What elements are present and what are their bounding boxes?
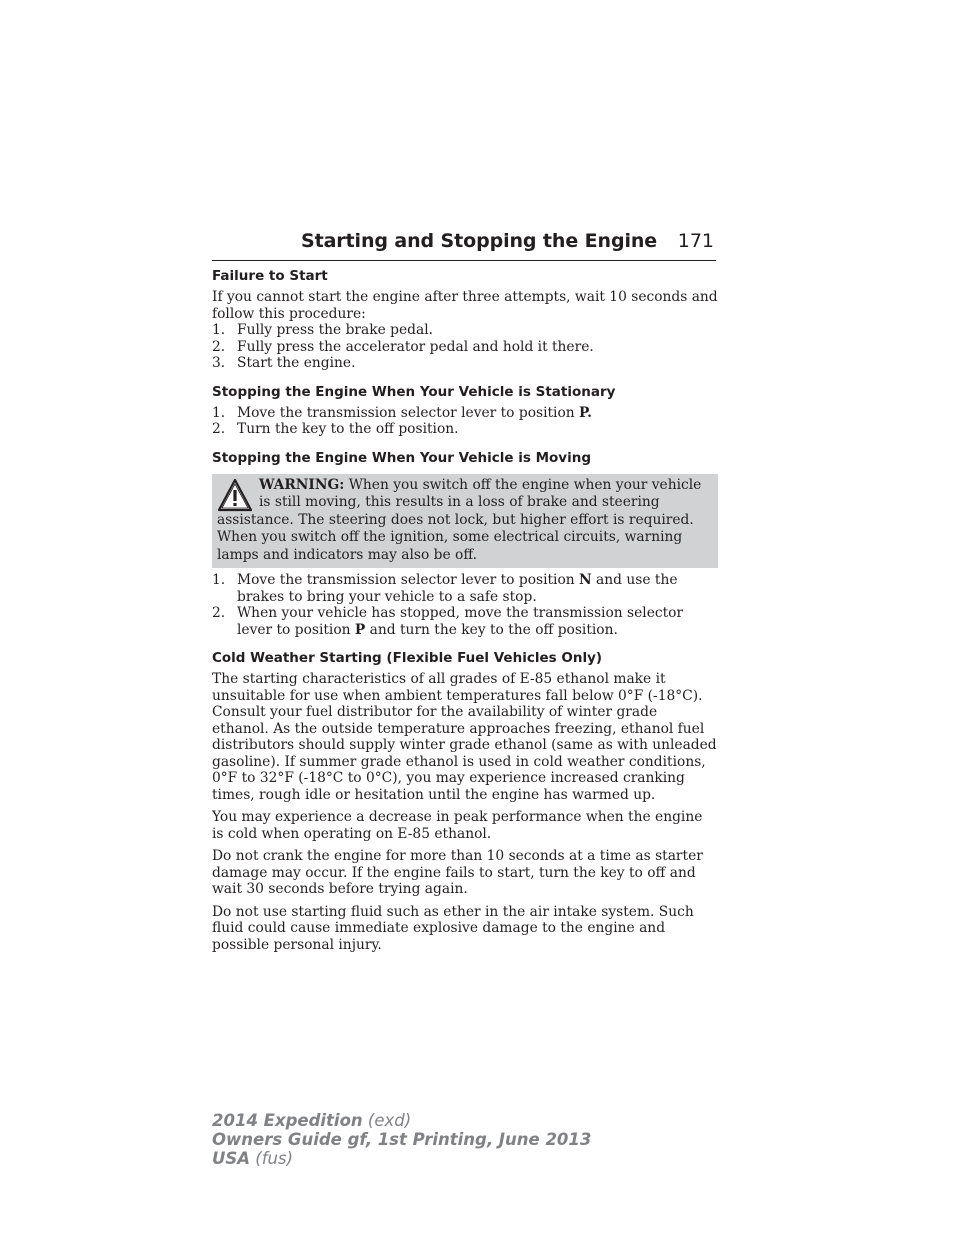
heading-stationary: Stopping the Engine When Your Vehicle is Stationary bbox=[212, 383, 616, 400]
warning-box bbox=[212, 474, 718, 569]
warning-triangle-icon bbox=[217, 478, 253, 512]
list-item: 1. Fully press the brake pedal. bbox=[212, 322, 433, 338]
footer-line-region: USA (fus) bbox=[212, 1149, 294, 1168]
list-item: 1. Move the transmission selector lever to position N and use the brakes to bring your vehicle to a safe stop. bbox=[212, 572, 678, 605]
cold-paragraph: Do not crank the engine for more than 10 seconds at a time as starter damage may occur. If the engine fails to start, turn the key to off and wait 30 seconds before trying again. bbox=[212, 848, 703, 897]
page-number: 171 bbox=[677, 230, 714, 252]
moving-steps bbox=[212, 572, 718, 638]
warning-label: WARNING: bbox=[259, 476, 345, 493]
stationary-steps bbox=[212, 405, 718, 438]
failure-intro: If you cannot start the engine after three attempts, wait 10 seconds and follow this procedure: bbox=[212, 289, 718, 322]
page-title: Starting and Stopping the Engine bbox=[301, 230, 658, 252]
cold-paragraph: The starting characteristics of all grades of E-85 ethanol make it unsuitable for use when ambient temperatures fall below 0°F (-18°C). Consult your fuel distributor for the availability of winter grade ethanol. As the outside temperature approaches freezing, ethanol fuel distributors should supply winter grade ethanol (same as with unleaded gasoline). If summer grade ethanol is used in cold weather conditions, 0°F to 32°F (-18°C to 0°C), you may experience increased cranking times, rough idle or hesitation until the engine has warmed up. bbox=[212, 671, 717, 803]
list-item: 2. Turn the key to the off position. bbox=[212, 421, 459, 437]
list-item: 3. Start the engine. bbox=[212, 355, 356, 371]
footer-line-guide: Owners Guide gf, 1st Printing, June 2013 bbox=[212, 1130, 592, 1149]
heading-cold-weather: Cold Weather Starting (Flexible Fuel Vehicles Only) bbox=[212, 650, 603, 666]
page-header bbox=[212, 228, 716, 261]
page-content bbox=[212, 268, 718, 959]
heading-moving: Stopping the Engine When Your Vehicle is Moving bbox=[212, 449, 592, 466]
list-item: 1. Move the transmission selector lever to position P. bbox=[212, 404, 592, 421]
list-item: 2. Fully press the accelerator pedal and hold it there. bbox=[212, 338, 594, 355]
footer bbox=[212, 1111, 591, 1168]
cold-paragraph: You may experience a decrease in peak performance when the engine is cold when operating on E-85 ethanol. bbox=[212, 809, 703, 842]
failure-steps bbox=[212, 322, 718, 372]
cold-paragraph: Do not use starting fluid such as ether in the air intake system. Such fluid could cause immediate explosive damage to the engine and possible personal injury. bbox=[212, 903, 694, 953]
warning-text: When you switch off the engine when your vehicle is still moving, this results in a loss of brake and steering assistance. The steering does not lock, but higher effort is required. When you switch off the ignition, some electrical circuits, warning lamps and indicators may also be off. bbox=[217, 476, 702, 563]
heading-failure-to-start: Failure to Start bbox=[212, 268, 328, 284]
footer-line-model: 2014 Expedition (exd) bbox=[212, 1111, 412, 1130]
list-item: 2. When your vehicle has stopped, move the transmission selector lever to position P and turn the key to the off position. bbox=[212, 605, 684, 638]
